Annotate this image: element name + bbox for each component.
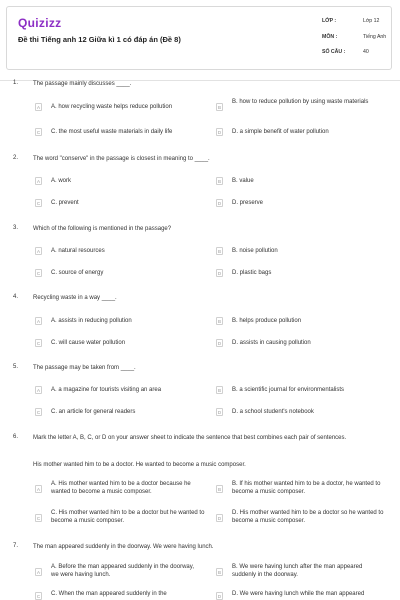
question-text: Which of the following is mentioned in the passage?: [33, 226, 172, 232]
option-letter-box[interactable]: D: [217, 410, 222, 415]
option-letter-box[interactable]: A: [36, 179, 40, 184]
option-text[interactable]: C. the most useful waste materials in daily life: [51, 129, 173, 135]
option-text[interactable]: A. how recycling waste helps reduce pollution: [51, 104, 173, 110]
option-letter-box[interactable]: A: [36, 487, 40, 492]
option-text[interactable]: D. plastic bags: [232, 270, 272, 276]
question-number: 7.: [13, 543, 19, 549]
question-text: The word "conserve" in the passage is closest in meaning to ____.: [33, 156, 210, 162]
question-number: 1.: [13, 80, 19, 86]
option-letter-box[interactable]: C: [36, 130, 41, 135]
option-text[interactable]: D. a simple benefit of water pollution: [232, 129, 329, 135]
option-letter-box[interactable]: D: [217, 516, 222, 521]
option-letter-box[interactable]: B: [217, 570, 221, 575]
option-text[interactable]: A. His mother wanted him to be a doctor because he wanted to become a music composer.: [51, 481, 191, 495]
quizizz-logo: Quizizz: [18, 16, 62, 30]
question-number: 3.: [13, 225, 19, 231]
option-text[interactable]: B. helps produce pollution: [232, 318, 302, 324]
option-text[interactable]: D. preserve: [232, 200, 264, 206]
question-count-label: SỐ CÂU :: [322, 49, 346, 55]
option-letter-box[interactable]: B: [217, 249, 221, 254]
document-header: [6, 6, 392, 70]
question-text: The man appeared suddenly in the doorway. We were having lunch.: [33, 544, 214, 550]
class-value: Lớp 12: [363, 18, 380, 24]
option-text[interactable]: A. Before the man appeared suddenly in the doorway, we were having lunch.: [51, 564, 194, 578]
option-letter-box[interactable]: A: [36, 105, 40, 110]
question-text: Mark the letter A, B, C, or D on your answer sheet to indicate the sentence that best combines each pair of sentences.: [33, 435, 347, 441]
option-letter-box[interactable]: D: [217, 130, 222, 135]
option-letter-box[interactable]: C: [36, 410, 41, 415]
option-letter-box[interactable]: D: [217, 594, 222, 599]
option-text[interactable]: D. a school student's notebook: [232, 409, 314, 415]
option-text[interactable]: C. When the man appeared suddenly in the: [51, 591, 167, 597]
option-letter-box[interactable]: B: [217, 487, 221, 492]
option-text[interactable]: B. value: [232, 178, 254, 184]
question-stem: His mother wanted him to be a doctor. He wanted to become a music composer.: [33, 462, 246, 468]
option-text[interactable]: C. an article for general readers: [51, 409, 136, 415]
option-letter-box[interactable]: C: [36, 271, 41, 276]
option-text[interactable]: D. His mother wanted him to be a doctor so he wanted to become a music composer.: [232, 510, 384, 524]
subject-value: Tiếng Anh: [363, 34, 387, 40]
option-letter-box[interactable]: A: [36, 388, 40, 393]
option-letter-box[interactable]: D: [217, 341, 222, 346]
option-text[interactable]: C. prevent: [51, 200, 79, 206]
option-text[interactable]: A. a magazine for tourists visiting an area: [51, 387, 162, 393]
option-letter-box[interactable]: B: [217, 105, 221, 110]
option-text[interactable]: B. a scientific journal for environmentalists: [232, 387, 345, 393]
question-number: 2.: [13, 155, 19, 161]
question-text: Recycling waste in a way ____.: [33, 295, 117, 301]
question-text: The passage mainly discusses ____.: [33, 81, 132, 87]
option-letter-box[interactable]: D: [217, 201, 222, 206]
option-letter-box[interactable]: C: [36, 516, 41, 521]
class-label: LỚP :: [322, 18, 337, 24]
option-letter-box[interactable]: A: [36, 570, 40, 575]
option-text[interactable]: A. work: [51, 178, 72, 184]
option-letter-box[interactable]: B: [217, 179, 221, 184]
option-text[interactable]: D. assists in causing pollution: [232, 340, 311, 346]
option-text[interactable]: C. His mother wanted him to be a doctor but he wanted to become a music composer.: [51, 510, 205, 524]
question-number: 4.: [13, 294, 19, 300]
question-count-value: 40: [363, 49, 369, 55]
question-number: 6.: [13, 434, 19, 440]
option-text[interactable]: D. We were having lunch while the man appeared: [232, 591, 365, 597]
option-letter-box[interactable]: C: [36, 201, 41, 206]
option-text[interactable]: B. how to reduce pollution by using waste materials: [232, 99, 369, 105]
option-letter-box[interactable]: A: [36, 319, 40, 324]
question-text: The passage may be taken from ____.: [33, 365, 136, 371]
subject-label: MÔN :: [322, 34, 338, 40]
option-letter-box[interactable]: C: [36, 594, 41, 599]
option-text[interactable]: B. noise pollution: [232, 248, 278, 254]
option-letter-box[interactable]: D: [217, 271, 222, 276]
option-letter-box[interactable]: B: [217, 319, 221, 324]
document-title: Đề thi Tiếng anh 12 Giữa kì 1 có đáp án (Đề 8): [18, 35, 181, 44]
option-text[interactable]: C. will cause water pollution: [51, 340, 126, 346]
option-letter-box[interactable]: A: [36, 249, 40, 254]
option-text[interactable]: C. source of energy: [51, 270, 104, 276]
question-number: 5.: [13, 364, 19, 370]
option-letter-box[interactable]: B: [217, 388, 221, 393]
option-text[interactable]: A. assists in reducing pollution: [51, 318, 132, 324]
option-text[interactable]: A. natural resources: [51, 248, 105, 254]
option-text[interactable]: B. If his mother wanted him to be a doctor, he wanted to become a music composer.: [232, 481, 381, 495]
option-text[interactable]: B. We were having lunch after the man appeared suddenly in the doorway.: [232, 564, 363, 578]
option-letter-box[interactable]: C: [36, 341, 41, 346]
